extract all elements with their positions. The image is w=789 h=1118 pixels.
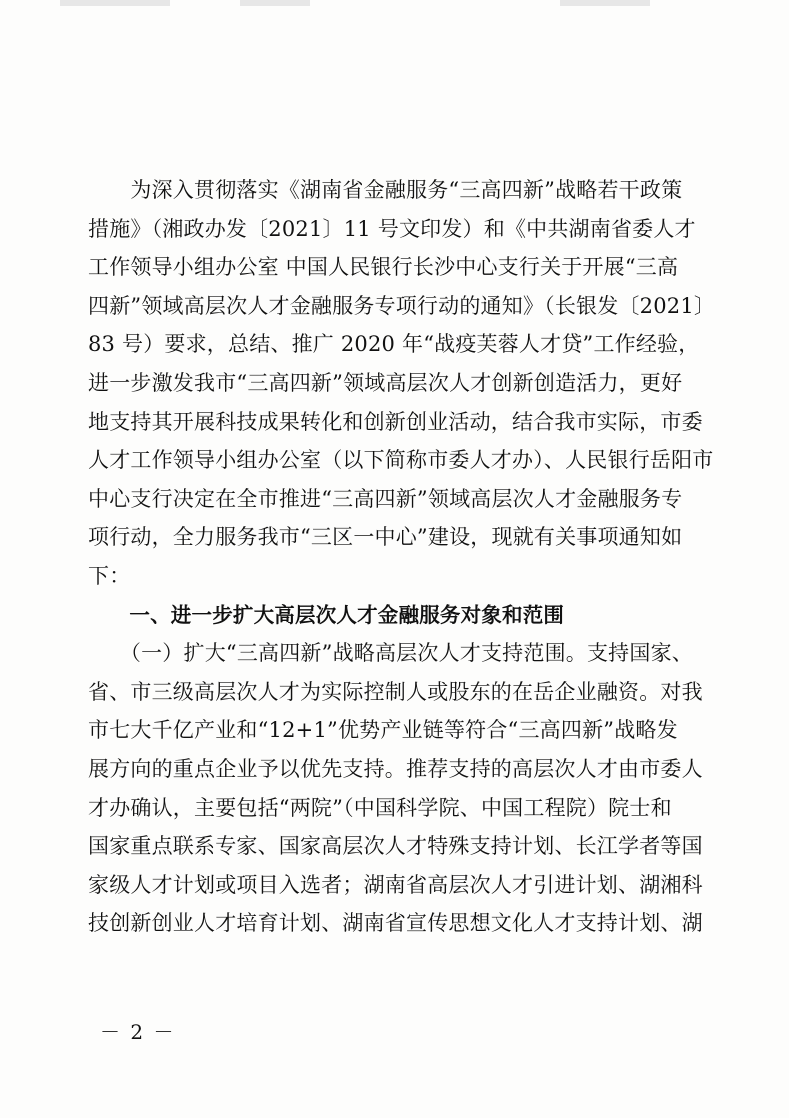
paragraph-line: 地支持其开展科技成果转化和创新创业活动，结合我市实际，市委 [88,409,703,434]
paragraph-line: 家级人才计划或项目入选者；湖南省高层次人才引进计划、湖湘科 [88,872,703,897]
paragraph-line: 四新”领域高层次人才金融服务专项行动的通知》（长银发〔2021〕 [88,293,716,318]
paragraph-line: 展方向的重点企业予以优先支持。推荐支持的高层次人才由市委人 [88,756,703,781]
paragraph-line: 进一步激发我市“三高四新”领域高层次人才创新创造活力，更好 [88,370,683,395]
paragraph-line: 人才工作领导小组办公室（以下简称市委人才办）、人民银行岳阳市 [88,448,714,473]
paragraph-line: 省、市三级高层次人才为实际控制人或股东的在岳企业融资。对我 [88,679,703,704]
paragraph-line: 下： [88,563,131,588]
document-body [88,171,718,943]
paragraph-line: 措施》（湘政办发〔2021〕11 号文印发）和《中共湖南省委人才 [88,216,696,241]
scan-artifact [60,0,170,6]
paragraph-line: 才办确认，主要包括“两院”（中国科学院、中国工程院）院士和 [88,795,672,820]
paragraph-line: 为深入贯彻落实《湖南省金融服务“三高四新”战略若干政策 [88,178,683,202]
paragraph-line: 工作领导小组办公室 中国人民银行长沙中心支行关于开展“三高 [88,255,679,280]
scan-artifact [560,0,650,6]
paragraph-line: 项行动，全力服务我市“三区一中心”建设，现就有关事项通知如 [88,525,683,550]
page-number: － 2 － [100,1020,176,1044]
paragraph-line: 技创新创业人才培育计划、湖南省宣传思想文化人才支持计划、湖 [88,911,703,936]
section-heading: 一、进一步扩大高层次人才金融服务对象和范围 [88,602,565,627]
paragraph-line: 国家重点联系专家、国家高层次人才特殊支持计划、长江学者等国 [88,834,703,859]
paragraph-line: 83 号）要求，总结、推广 2020 年“战疫芙蓉人才贷”工作经验， [88,332,700,357]
paragraph-line: （一）扩大“三高四新”战略高层次人才支持范围。支持国家、 [88,641,693,666]
paragraph-line: 市七大千亿产业和“12+1”优势产业链等符合“三高四新”战略发 [88,718,678,743]
paragraph-line: 中心支行决定在全市推进“三高四新”领域高层次人才金融服务专 [88,486,683,511]
scan-artifact [240,0,310,6]
